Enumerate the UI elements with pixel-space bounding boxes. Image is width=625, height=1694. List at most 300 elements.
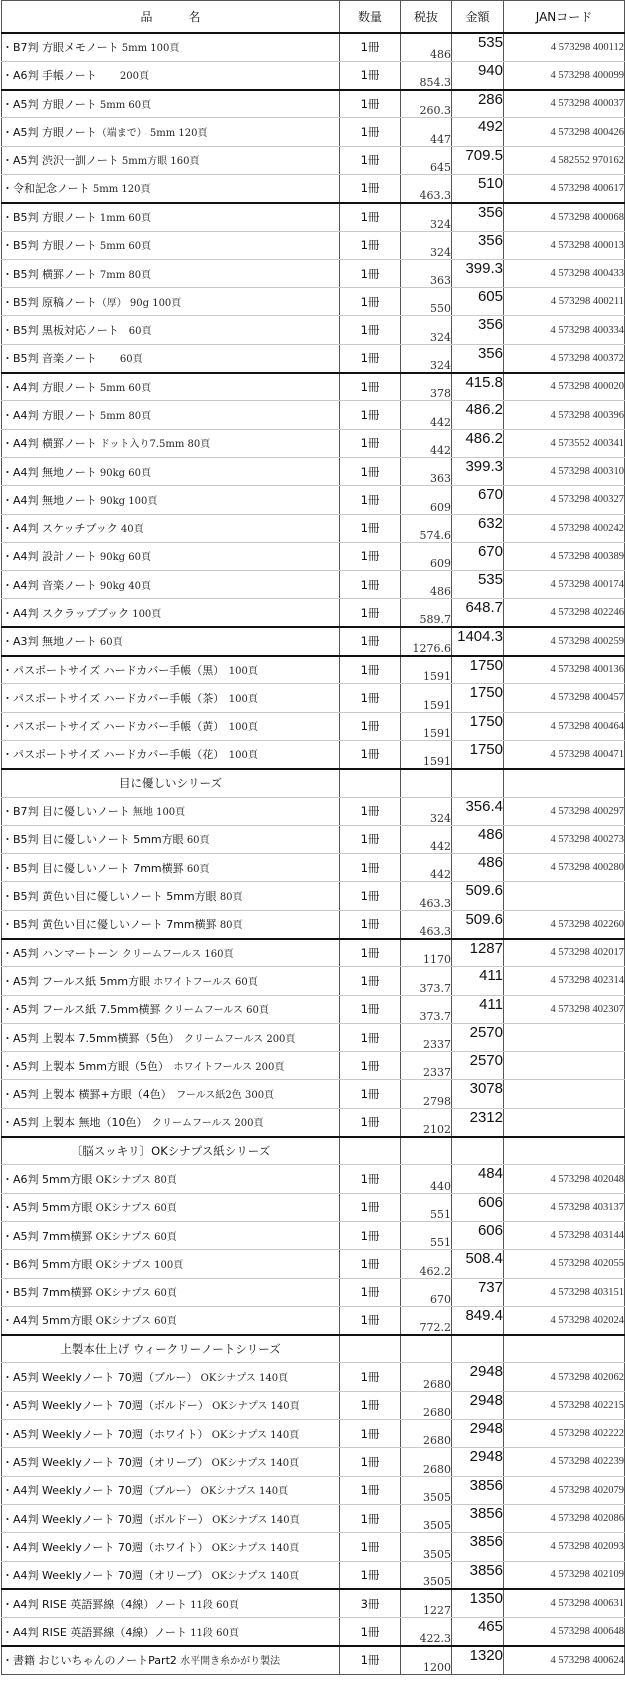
amount-cell: 510 [452,174,504,202]
empty-cell [401,769,452,797]
product-name [2,1165,340,1193]
product-spec: OKシナプス 60頁 [92,1231,177,1243]
tax-excluded-price: 463.3 [401,882,452,910]
quantity-cell: 1冊 [340,514,401,542]
product-title: ・B5判 音楽ノート [2,352,97,366]
table-row [2,712,625,740]
product-name [2,486,340,514]
tax-excluded-price: 2337 [401,1052,452,1080]
product-name [2,1193,340,1221]
product-title: ・B7判 目に優しいノート [2,805,130,819]
product-spec: OKシナプス 140頁 [208,1401,300,1413]
quantity-cell: 1冊 [340,1080,401,1108]
amount-cell: 356 [452,316,504,344]
product-title: ・A4判 Weeklyノート 70週（オリーブ） [2,1568,209,1582]
table-row [2,1504,625,1532]
quantity-cell: 1冊 [340,1250,401,1278]
tax-excluded-price: 609 [401,486,452,514]
tax-excluded-price: 2680 [401,1448,452,1476]
product-title: ・A4判 Weeklyノート 70週（ボルドー） [2,1512,209,1526]
empty-cell [504,1335,625,1363]
product-name [2,1052,340,1080]
product-name [2,1476,340,1504]
jan-code: 4 573298 400372 [504,344,625,372]
table-row [2,457,625,485]
table-row [2,1108,625,1136]
table-row [2,90,625,118]
product-name [2,1589,340,1617]
product-title: ・A5判 7mm横罫 [2,1229,93,1243]
product-name [2,344,340,372]
product-title: ・B5判 黄色い目に優しいノート 5mm方眼 [2,890,217,904]
quantity-cell: 1冊 [340,854,401,882]
amount-cell: 509.6 [452,910,504,938]
amount-cell: 737 [452,1278,504,1306]
tax-excluded-price: 2102 [401,1108,452,1136]
empty-cell [452,769,504,797]
jan-code [504,1080,625,1108]
jan-code: 4 573298 402062 [504,1363,625,1391]
jan-code: 4 573298 400297 [504,797,625,825]
product-name [2,90,340,118]
product-name [2,542,340,570]
quantity-cell: 1冊 [340,1561,401,1589]
amount-cell: 1750 [452,712,504,740]
table-row [2,61,625,89]
amount-cell: 399.3 [452,259,504,287]
product-title: ・A5判 上製本 無地（10色） [2,1116,143,1130]
table-row [2,1561,625,1589]
quantity-cell: 1冊 [340,1193,401,1221]
product-spec: OKシナプス 60頁 [92,1288,177,1300]
amount-cell: 399.3 [452,457,504,485]
product-spec: 60頁 [118,326,152,338]
table-row [2,1080,625,1108]
table-row [2,656,625,684]
product-name [2,457,340,485]
amount-cell: 2570 [452,1023,504,1051]
product-name [2,627,340,655]
tax-excluded-price: 486 [401,571,452,599]
series-title: 目に優しいシリーズ [2,769,340,797]
jan-code: 4 573298 400310 [504,457,625,485]
amount-cell: 605 [452,288,504,316]
table-row [2,825,625,853]
jan-code: 4 573298 402024 [504,1306,625,1334]
table-row [2,429,625,457]
quantity-cell: 1冊 [340,995,401,1023]
quantity-cell: 1冊 [340,429,401,457]
table-row [2,1533,625,1561]
table-row [2,146,625,174]
jan-code: 4 573298 402109 [504,1561,625,1589]
jan-code: 4 573298 400464 [504,712,625,740]
quantity-cell: 1冊 [340,882,401,910]
product-spec: 90kg 100頁 [96,495,158,507]
quantity-cell: 1冊 [340,344,401,372]
quantity-cell: 1冊 [340,1221,401,1249]
quantity-cell: 1冊 [340,825,401,853]
jan-code: 4 573298 400648 [504,1618,625,1646]
tax-excluded-price: 589.7 [401,599,452,627]
header-tax: 税抜 [401,1,452,34]
jan-code: 4 573298 400273 [504,825,625,853]
tax-excluded-price: 324 [401,316,452,344]
product-name [2,1533,340,1561]
amount-cell: 1350 [452,1589,504,1617]
product-name [2,1278,340,1306]
jan-code: 4 573298 400396 [504,401,625,429]
tax-excluded-price: 363 [401,457,452,485]
empty-cell [452,1137,504,1165]
amount-cell: 1404.3 [452,627,504,655]
amount-cell: 415.8 [452,373,504,401]
product-spec: 5mm 100頁 [118,43,180,55]
quantity-cell: 1冊 [340,1165,401,1193]
quantity-cell: 3冊 [340,1589,401,1617]
product-spec: ホワイトフールス 60頁 [150,976,258,988]
product-spec: 40頁 [117,524,144,536]
product-spec: （端まで） 5mm 120頁 [96,128,208,140]
quantity-cell: 1冊 [340,599,401,627]
amount-cell: 1750 [452,740,504,768]
quantity-cell: 1冊 [340,1420,401,1448]
table-row [2,684,625,712]
amount-cell: 632 [452,514,504,542]
product-spec: 水平開き糸かがり製法 [176,1656,281,1668]
amount-cell: 486.2 [452,429,504,457]
product-name [2,373,340,401]
jan-code: 4 573298 402215 [504,1391,625,1419]
product-name [2,1080,340,1108]
amount-cell: 2570 [452,1052,504,1080]
product-name [2,288,340,316]
jan-code: 4 573298 400259 [504,627,625,655]
amount-cell: 3856 [452,1476,504,1504]
tax-excluded-price: 442 [401,854,452,882]
table-row [2,599,625,627]
product-title: ・A6判 手帳ノート [2,69,97,83]
product-spec: ドット入り7.5mm 80頁 [96,439,211,451]
jan-code [504,1023,625,1051]
tax-excluded-price: 373.7 [401,995,452,1023]
product-title: ・A5判 方眼ノート [2,126,97,140]
table-row [2,401,625,429]
tax-excluded-price: 1276.6 [401,627,452,655]
product-name [2,429,340,457]
product-title: ・A4判 RISE 英語罫線（4線）ノート [2,1625,188,1639]
product-spec: 100頁 [218,750,258,762]
product-title: ・パスポートサイズ ハードカバー手帳（黒） [2,663,219,677]
product-spec: 60頁 [96,354,143,366]
product-title: ・A4判 スクラップブック [2,606,130,620]
table-row [2,1476,625,1504]
tax-excluded-price: 373.7 [401,967,452,995]
jan-code: 4 573298 402055 [504,1250,625,1278]
table-row [2,1278,625,1306]
header-row [2,1,625,34]
product-title: ・A5判 フールス紙 7.5mm横罫 [2,1003,161,1017]
product-spec: 11段 60頁 [187,1599,239,1611]
product-spec: 200頁 [96,71,149,83]
tax-excluded-price: 324 [401,203,452,231]
jan-code: 4 573298 400457 [504,684,625,712]
quantity-cell: 1冊 [340,797,401,825]
product-title: ・A4判 方眼ノート [2,380,97,394]
amount-cell: 509.6 [452,882,504,910]
quantity-cell: 1冊 [340,1476,401,1504]
jan-code: 4 573552 400341 [504,429,625,457]
product-spec: 1mm 60頁 [96,213,152,225]
product-title: ・B5判 黄色い目に優しいノート 7mm横罫 [2,918,217,932]
quantity-cell: 1冊 [340,1363,401,1391]
empty-cell [504,1137,625,1165]
product-name [2,571,340,599]
product-title: ・B5判 目に優しいノート 7mm横罫 [2,861,184,875]
product-title: ・A4判 5mm方眼 [2,1314,93,1328]
tax-excluded-price: 1591 [401,684,452,712]
amount-cell: 356 [452,344,504,372]
tax-excluded-price: 2680 [401,1363,452,1391]
product-title: ・A5判 上製本 7.5mm横罫（5色） [2,1031,174,1045]
product-spec: OKシナプス 140頁 [208,1457,300,1469]
quantity-cell: 1冊 [340,146,401,174]
quantity-cell: 1冊 [340,1108,401,1136]
quantity-cell: 1冊 [340,486,401,514]
tax-excluded-price: 442 [401,825,452,853]
quantity-cell: 1冊 [340,1504,401,1532]
empty-cell [340,1137,401,1165]
jan-code: 4 573298 400471 [504,740,625,768]
product-spec: クリームフールス 160頁 [118,948,234,960]
tax-excluded-price: 442 [401,401,452,429]
quantity-cell: 1冊 [340,1646,401,1674]
product-title: ・B6判 5mm方眼 [2,1257,93,1271]
product-spec: 5mm 120頁 [89,184,151,196]
product-title: ・B5判 方眼ノート [2,211,97,225]
quantity-cell: 1冊 [340,712,401,740]
tax-excluded-price: 1200 [401,1646,452,1674]
amount-cell: 356.4 [452,797,504,825]
product-title: ・パスポートサイズ ハードカバー手帳（黄） [2,720,219,734]
amount-cell: 849.4 [452,1306,504,1334]
product-name [2,684,340,712]
table-row [2,1363,625,1391]
product-spec: 無地 100頁 [129,807,186,819]
tax-excluded-price: 3505 [401,1504,452,1532]
quantity-cell: 1冊 [340,1306,401,1334]
product-title: ・A5判 ハンマートーン [2,946,119,960]
table-row [2,740,625,768]
tax-excluded-price: 463.3 [401,910,452,938]
jan-code: 4 573298 400020 [504,373,625,401]
amount-cell: 670 [452,486,504,514]
product-title: ・書籍 おじいちゃんのノートPart2 [2,1654,177,1668]
product-title: ・A4判 Weeklyノート 70週（ホワイト） [2,1540,209,1554]
tax-excluded-price: 1591 [401,656,452,684]
product-spec: OKシナプス 60頁 [92,1316,177,1328]
product-spec: 5mm 80頁 [96,411,152,422]
table-row [2,797,625,825]
tax-excluded-price: 2798 [401,1080,452,1108]
amount-cell: 1320 [452,1646,504,1674]
product-name [2,854,340,882]
jan-code: 4 573298 402307 [504,995,625,1023]
quantity-cell: 1冊 [340,1391,401,1419]
header-jan: JANコード [504,1,625,34]
product-name [2,1618,340,1646]
product-title: ・B5判 方眼ノート [2,239,97,253]
quantity-cell: 1冊 [340,401,401,429]
product-title: ・A4判 横罫ノート [2,437,97,451]
jan-code [504,1108,625,1136]
quantity-cell: 1冊 [340,627,401,655]
table-row [2,1646,625,1674]
jan-code: 4 573298 402246 [504,599,625,627]
jan-code [504,1052,625,1080]
amount-cell: 2312 [452,1108,504,1136]
product-spec: 90kg 60頁 [96,467,151,479]
product-spec: 60頁 [183,863,210,875]
product-spec: 80頁 [216,892,243,904]
product-name [2,146,340,174]
quantity-cell: 1冊 [340,1278,401,1306]
product-spec: クリームフールス 60頁 [160,1005,269,1017]
series-title: 〔脳スッキリ〕OKシナプス紙シリーズ [2,1137,340,1165]
amount-cell: 940 [452,61,504,89]
jan-code: 4 573298 400327 [504,486,625,514]
product-spec: ホワイトフールス 200頁 [163,1061,285,1073]
product-name [2,1306,340,1334]
product-name [2,825,340,853]
table-row [2,1391,625,1419]
amount-cell: 492 [452,118,504,146]
product-title: ・A5判 5mm方眼 [2,1201,93,1215]
product-name [2,1221,340,1249]
tax-excluded-price: 574.6 [401,514,452,542]
jan-code: 4 573298 400242 [504,514,625,542]
product-spec: 90kg 40頁 [96,580,151,592]
tax-excluded-price: 1591 [401,712,452,740]
product-spec: 90kg 60頁 [96,552,151,564]
product-title: ・A5判 フールス紙 5mm方眼 [2,974,151,988]
tax-excluded-price: 422.3 [401,1618,452,1646]
amount-cell: 535 [452,571,504,599]
tax-excluded-price: 772.2 [401,1306,452,1334]
product-spec: 5mm 60頁 [96,241,152,253]
table-row [2,174,625,202]
amount-cell: 2948 [452,1363,504,1391]
product-spec: 60頁 [96,637,123,649]
amount-cell: 709.5 [452,146,504,174]
jan-code: 4 573298 400112 [504,33,625,61]
header-qty: 数量 [340,1,401,34]
quantity-cell: 1冊 [340,656,401,684]
jan-code: 4 573298 400068 [504,203,625,231]
quantity-cell: 1冊 [340,457,401,485]
amount-cell: 535 [452,33,504,61]
amount-cell: 486 [452,825,504,853]
quantity-cell: 1冊 [340,373,401,401]
table-row [2,118,625,146]
jan-code: 4 573298 402079 [504,1476,625,1504]
jan-code: 4 573298 400617 [504,174,625,202]
jan-code: 4 573298 403151 [504,1278,625,1306]
price-table [1,0,625,1675]
empty-cell [340,1335,401,1363]
tax-excluded-price: 440 [401,1165,452,1193]
product-spec: （厚） 90g 100頁 [96,297,182,309]
product-spec: OKシナプス 60頁 [92,1203,177,1215]
table-row [2,1618,625,1646]
series-header-row [2,1137,625,1165]
quantity-cell: 1冊 [340,174,401,202]
jan-code: 4 573298 402239 [504,1448,625,1476]
product-title: ・B5判 黒板対応ノート [2,324,119,338]
table-row [2,1589,625,1617]
product-title: ・B5判 横罫ノート [2,267,97,281]
table-row [2,939,625,967]
product-title: ・A4判 設計ノート [2,550,97,564]
table-row [2,910,625,938]
product-title: ・A4判 RISE 英語罫線（4線）ノート [2,1597,188,1611]
product-name [2,995,340,1023]
table-row [2,1221,625,1249]
amount-cell: 486.2 [452,401,504,429]
amount-cell: 484 [452,1165,504,1193]
series-title: 上製本仕上げ ウィークリーノートシリーズ [2,1335,340,1363]
product-name [2,656,340,684]
amount-cell: 356 [452,203,504,231]
amount-cell: 606 [452,1193,504,1221]
empty-cell [504,769,625,797]
product-spec: OKシナプス 140頁 [208,1429,300,1441]
product-title: ・A3判 無地ノート [2,635,97,649]
jan-code: 4 573298 400624 [504,1646,625,1674]
product-spec: 5mm 60頁 [96,382,152,394]
jan-code: 4 582552 970162 [504,146,625,174]
jan-code: 4 573298 400433 [504,259,625,287]
tax-excluded-price: 363 [401,259,452,287]
jan-code: 4 573298 402260 [504,910,625,938]
tax-excluded-price: 609 [401,542,452,570]
table-row [2,288,625,316]
jan-code [504,882,625,910]
product-name [2,712,340,740]
product-name [2,1108,340,1136]
amount-cell: 2948 [452,1448,504,1476]
product-title: ・令和記念ノート [2,182,90,196]
table-row [2,486,625,514]
product-spec: 100頁 [218,722,258,734]
quantity-cell: 1冊 [340,203,401,231]
product-name [2,61,340,89]
product-name [2,1250,340,1278]
jan-code: 4 573298 400013 [504,231,625,259]
product-title: ・A5判 上製本 5mm方眼（5色） [2,1059,164,1073]
amount-cell: 3856 [452,1504,504,1532]
quantity-cell: 1冊 [340,939,401,967]
header-amount: 金額 [452,1,504,34]
series-header-row [2,1335,625,1363]
amount-cell: 670 [452,542,504,570]
product-title: ・A4判 方眼ノート [2,409,97,422]
product-name [2,316,340,344]
product-spec: OKシナプス 140頁 [197,1373,289,1385]
quantity-cell: 1冊 [340,571,401,599]
tax-excluded-price: 854.3 [401,61,452,89]
tax-excluded-price: 3505 [401,1476,452,1504]
